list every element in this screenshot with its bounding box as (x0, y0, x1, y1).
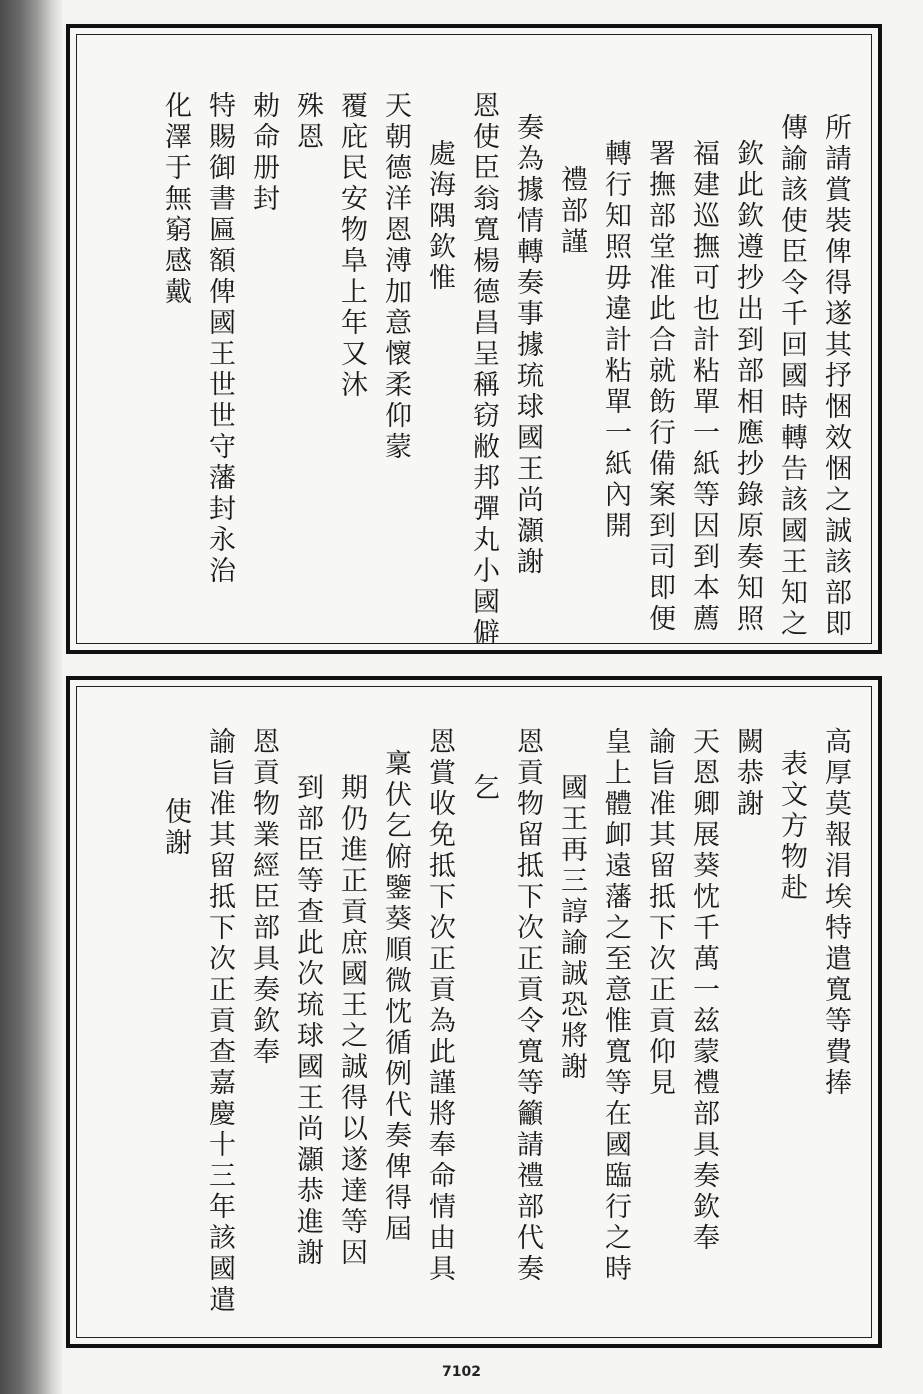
text-column: 福建巡撫可也計粘單一紙等因到本薦 (688, 139, 719, 635)
text-column: 表文方物赴 (776, 749, 807, 904)
text-column: 殊恩 (292, 91, 323, 153)
text-column: 天朝德洋恩溥加意懷柔仰蒙 (380, 91, 411, 463)
text-column: 諭旨准其留抵下次正貢查嘉慶十三年該國遣 (204, 727, 235, 1316)
text-column: 禮部謹 (556, 165, 587, 258)
panel-inner-border (76, 34, 872, 649)
text-column: 諭旨准其留抵下次正貢仰見 (644, 727, 675, 1099)
book-binding-shadow (0, 0, 62, 1394)
text-column: 恩貢物業經臣部具奏欽奉 (248, 727, 279, 1068)
text-column: 期仍進正貢庶國王之誠得以遂達等因 (336, 773, 367, 1269)
panel-inner-border (76, 686, 872, 1338)
text-column: 闕恭謝 (732, 727, 763, 820)
text-column: 稟伏乞俯鑒葵順微忱循例代奏俾得屆 (380, 749, 411, 1245)
text-column: 乞 (468, 773, 499, 804)
text-column: 使謝 (160, 797, 191, 859)
text-column: 欽此欽遵抄出到部相應抄錄原奏知照 (732, 139, 763, 635)
text-column: 處海隅欽惟 (424, 139, 455, 294)
text-column: 天恩卿展葵忱千萬一兹蒙禮部具奏欽奉 (688, 727, 719, 1254)
text-column: 奏為據情轉奏事據琉球國王尚灝謝 (512, 113, 543, 578)
text-column: 到部臣等查此次琉球國王尚灝恭進謝 (292, 773, 323, 1269)
text-column: 恩貢物留抵下次正貢令寬等籲請禮部代奏 (512, 727, 543, 1285)
text-column: 恩賞收免抵下次正貢為此謹將奉命情由具 (424, 727, 455, 1285)
text-column: 皇上體卹遠藩之至意惟寬等在國臨行之時 (600, 727, 631, 1285)
text-column: 高厚莫報涓埃特遣寬等費捧 (820, 727, 851, 1099)
document-panel-bottom (66, 676, 882, 1348)
text-column: 署撫部堂准此合就飭行備案到司即便 (644, 139, 675, 635)
text-column: 國王再三諄諭誠恐將謝 (556, 773, 587, 1083)
text-column: 特賜御書匾額俾國王世世守藩封永治 (204, 91, 235, 587)
text-column: 化澤于無窮感戴 (160, 91, 191, 308)
text-column: 轉行知照毋違計粘單一紙內開 (600, 139, 631, 542)
text-column: 勅命册封 (248, 91, 279, 215)
page-number: 7102 (442, 1364, 481, 1380)
text-column: 傳諭該使臣令千回國時轉告該國王知之 (776, 113, 807, 640)
text-column: 所請賞裝俾得遂其抒悃效悃之誠該部即 (820, 113, 851, 640)
text-column: 恩使臣翁寬楊德昌呈稱窃敝邦彈丸小國僻 (468, 91, 499, 649)
text-column: 覆庇民安物阜上年又沐 (336, 91, 367, 401)
document-panel-top (66, 24, 882, 654)
